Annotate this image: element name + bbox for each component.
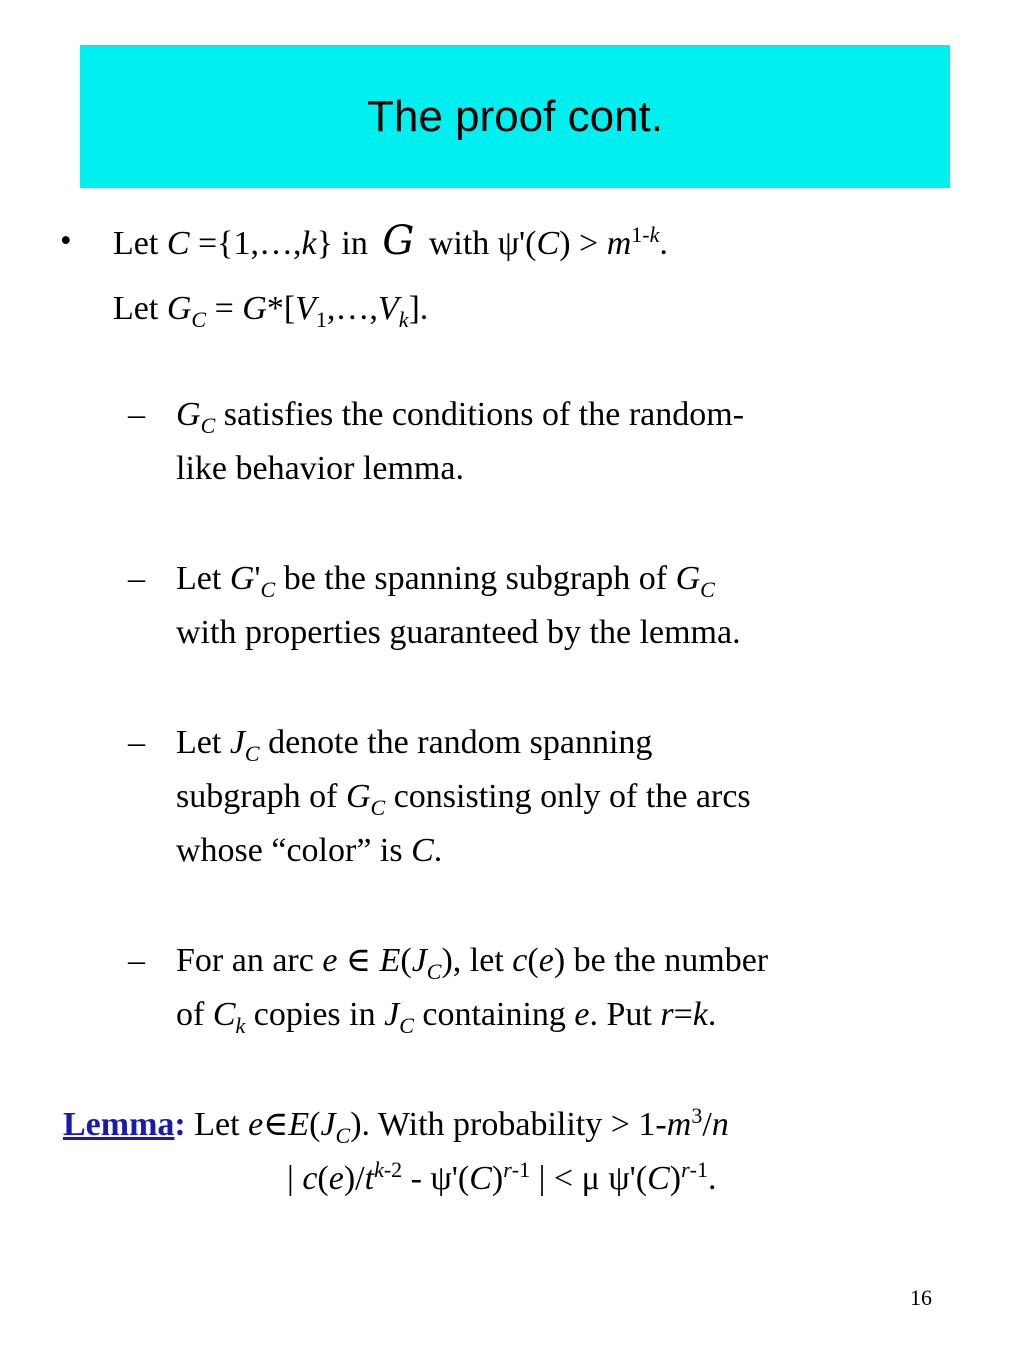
sub-item-3-line-3: whose “color” is C.: [176, 832, 443, 869]
dash-marker: –: [128, 724, 145, 761]
dash-marker: –: [128, 942, 145, 979]
lemma-colon: :: [174, 1106, 186, 1143]
sub-item-3-line-2: subgraph of $G_C$ consisting only of the arcs: [176, 778, 751, 820]
sub-item-1-line-2: like behavior lemma.: [176, 450, 464, 487]
bullet-line-1: Let C ={1,…,k} in G with $\psi'(C) > m^{1-k}$.: [113, 218, 668, 264]
sub-item-4-line-2: of $C_k$ copies in $J_C$ containing e. Put r=k.: [176, 996, 717, 1038]
lemma-line-2: | $c(e)/t^{k-2} - \psi'(C)^{r-1}$ | < μ $\psi'(C)^{r-1}$.: [287, 1157, 717, 1197]
lemma-label: Lemma: [63, 1106, 175, 1143]
sub-item-4-line-1: For an arc e ∈ $E(J_C)$, let c(e) be the number: [176, 942, 769, 984]
dash-marker: –: [128, 396, 145, 433]
title-bar: [80, 45, 950, 188]
bullet-marker: •: [60, 223, 72, 259]
lemma-line-1: Lemma: Let $e\in E(J_C)$. With probability > $1-m^3/n$: [63, 1103, 729, 1148]
sub-item-3-line-1: Let $J_C$ denote the random spanning: [176, 724, 653, 766]
sub-item-2-line-2: with properties guaranteed by the lemma.: [176, 614, 741, 651]
dash-marker: –: [128, 560, 145, 597]
sub-item-2-line-1: Let $G'_C$ be the spanning subgraph of $G_C$: [176, 560, 715, 602]
script-g-symbol: G: [382, 218, 415, 264]
slide-title: The proof cont.: [367, 91, 663, 141]
slide-number: 16: [910, 1285, 932, 1310]
bullet-line-2: Let $G_C$ = $G*[V_1,\dots,V_k]$.: [113, 290, 429, 332]
sub-item-1-line-1: $G_C$ satisfies the conditions of the random-: [176, 396, 745, 438]
